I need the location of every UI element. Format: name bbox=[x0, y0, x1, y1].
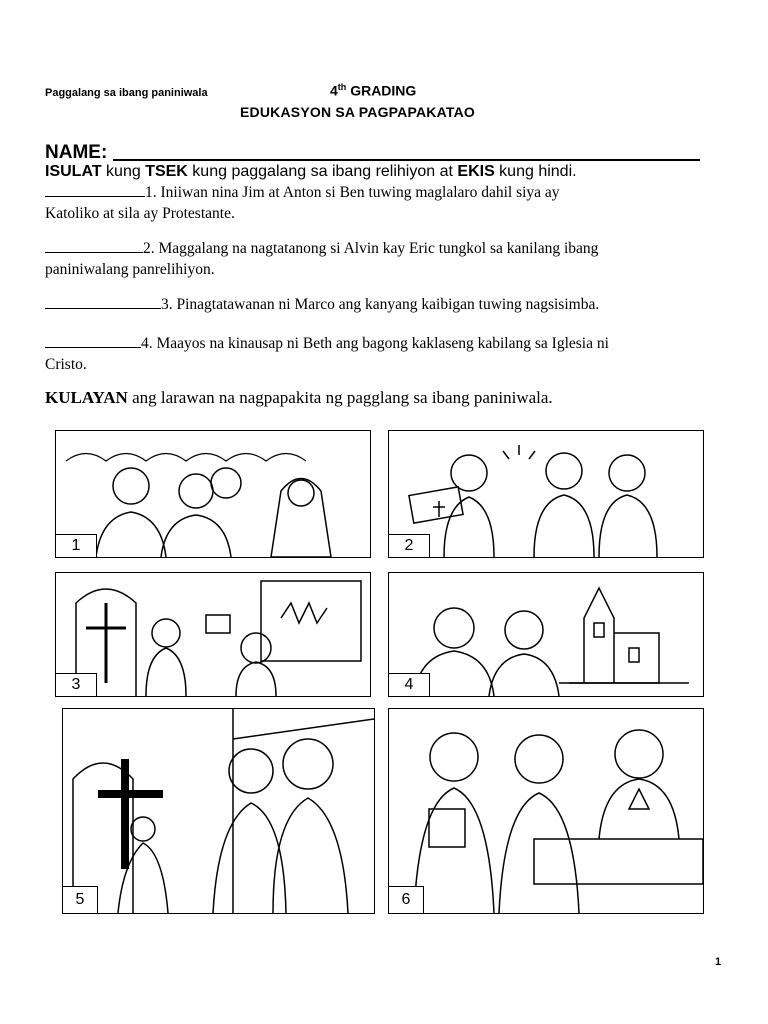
instruction-keyword-kulayan: KULAYAN bbox=[45, 388, 128, 407]
instruction-color bbox=[45, 388, 553, 408]
instruction-keyword-isulat: ISULAT bbox=[45, 163, 102, 180]
question-text-2: 2. Maggalang na nagtatanong si Alvin kay Eric tungkol sa kanilang ibang bbox=[143, 240, 599, 257]
instruction-text-2: kung paggalang sa ibang relihiyon at bbox=[187, 163, 458, 180]
question-item-2 bbox=[45, 238, 725, 280]
scene-illustration-6 bbox=[389, 709, 703, 913]
instruction-keyword-ekis: EKIS bbox=[457, 163, 495, 180]
picture-panel-2[interactable] bbox=[388, 430, 704, 558]
question-item-3 bbox=[45, 294, 725, 315]
question-item-1 bbox=[45, 182, 725, 224]
picture-panel-6[interactable] bbox=[388, 708, 704, 914]
answer-blank-4[interactable] bbox=[45, 333, 141, 348]
instruction-color-text: ang larawan na nagpapakita ng pagglang sa ibang paniniwala. bbox=[127, 388, 553, 407]
question-text-4-cont: Cristo. bbox=[45, 356, 87, 373]
panel-number-6: 6 bbox=[389, 886, 424, 913]
panel-number-1: 1 bbox=[56, 534, 97, 557]
question-text-3: 3. Pinagtatawanan ni Marco ang kanyang kaibigan tuwing nagsisimba. bbox=[161, 296, 600, 313]
instruction-write bbox=[45, 163, 577, 181]
picture-panel-3[interactable] bbox=[55, 572, 371, 697]
picture-panel-4[interactable] bbox=[388, 572, 704, 697]
instruction-text-3: kung hindi. bbox=[494, 163, 577, 180]
question-item-4 bbox=[45, 333, 725, 375]
answer-blank-2[interactable] bbox=[45, 238, 143, 253]
question-text-1: 1. Iniiwan nina Jim at Anton si Ben tuwing maglalaro dahil siya ay bbox=[145, 184, 560, 201]
scene-illustration-4 bbox=[389, 573, 703, 696]
question-text-2-cont: paniniwalang panrelihiyon. bbox=[45, 261, 215, 278]
grading-heading bbox=[330, 82, 416, 99]
instruction-text-1: kung bbox=[101, 163, 146, 180]
scene-illustration-2 bbox=[389, 431, 703, 557]
page-number: 1 bbox=[715, 956, 722, 968]
panel-number-3: 3 bbox=[56, 673, 97, 696]
scene-illustration-3 bbox=[56, 573, 370, 696]
picture-panel-1[interactable] bbox=[55, 430, 371, 558]
scene-illustration-5 bbox=[63, 709, 374, 913]
panel-number-4: 4 bbox=[389, 673, 430, 696]
answer-blank-3[interactable] bbox=[45, 294, 161, 309]
worksheet-topic: Paggalang sa ibang paniniwala bbox=[45, 87, 208, 99]
panel-number-5: 5 bbox=[63, 886, 98, 913]
panel-number-2: 2 bbox=[389, 534, 430, 557]
name-blank-line[interactable] bbox=[113, 141, 700, 161]
scene-illustration-1 bbox=[56, 431, 370, 557]
instruction-keyword-tsek: TSEK bbox=[145, 163, 188, 180]
question-text-4: 4. Maayos na kinausap ni Beth ang bagong kaklaseng kabilang sa Iglesia ni bbox=[141, 335, 609, 352]
subject-title: EDUKASYON SA PAGPAPAKATAO bbox=[240, 104, 475, 120]
grading-word: GRADING bbox=[350, 82, 417, 99]
question-text-1-cont: Katoliko at sila ay Protestante. bbox=[45, 205, 235, 222]
grading-number: 4 bbox=[330, 82, 338, 99]
grading-superscript: th bbox=[337, 82, 347, 92]
picture-panel-5[interactable] bbox=[62, 708, 375, 914]
answer-blank-1[interactable] bbox=[45, 182, 145, 197]
name-field[interactable] bbox=[45, 141, 700, 164]
name-label: NAME: bbox=[45, 142, 108, 163]
